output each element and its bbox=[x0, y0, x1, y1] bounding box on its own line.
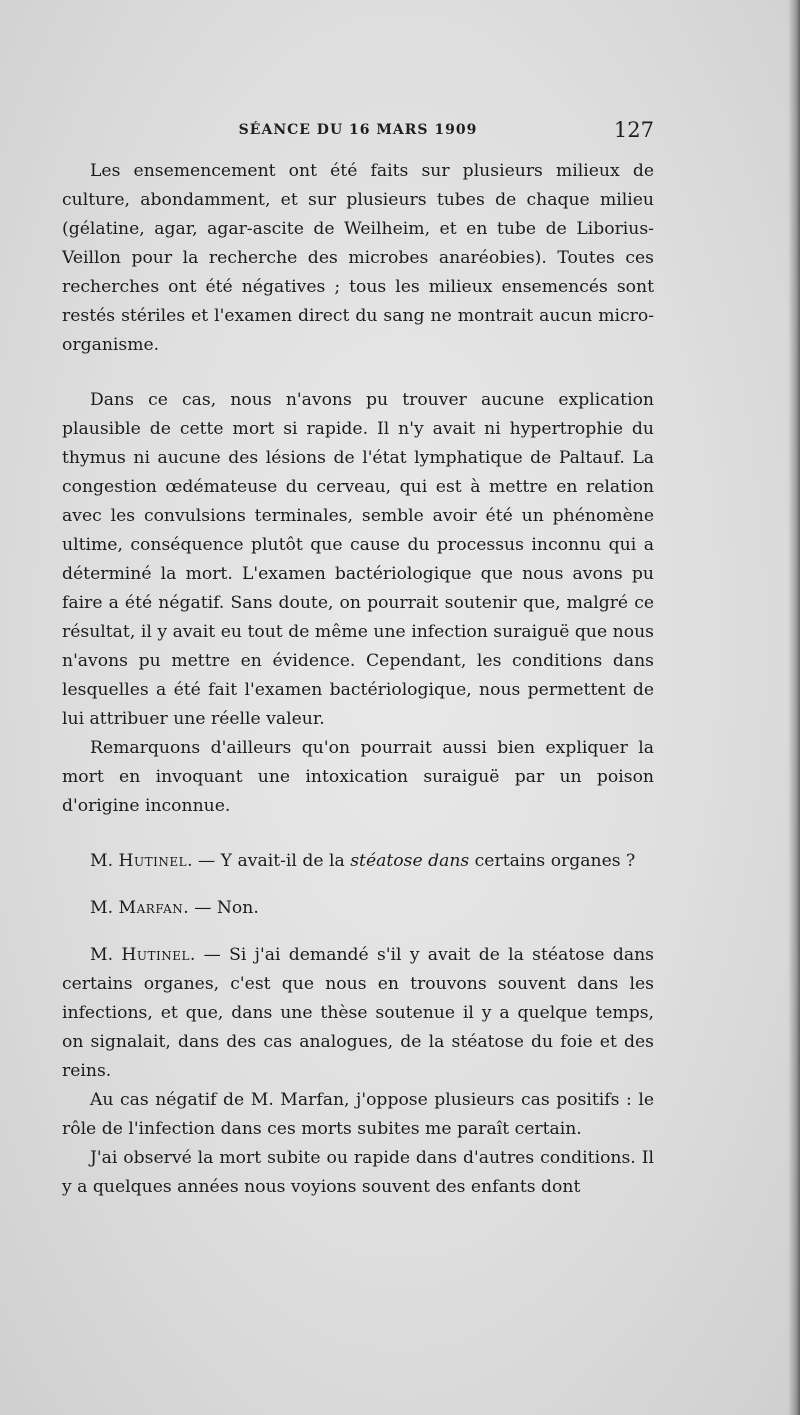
speaker-name: Hutinel bbox=[118, 851, 188, 871]
dialogue-text: . — Si j'ai demandé s'il y avait de la stéatose dans certains organes, c'est que nous en trouvons souvent dans les infections, et que, dans une thèse soutenue il y a quelque temps, on signalait, dans des cas analogues, de la stéatose du foie et des reins. bbox=[62, 945, 654, 1081]
paragraph-intoxication: Remarquons d'ailleurs qu'on pourrait aussi bien expliquer la mort en invoquant une intoxication suraiguë par un poison d'origine inconnue. bbox=[62, 738, 654, 816]
speaker-name: Hutinel bbox=[121, 945, 190, 965]
body-text bbox=[62, 157, 654, 1202]
dialogue-text: . — Non. bbox=[183, 898, 259, 918]
speaker-prefix: M. bbox=[90, 898, 119, 918]
dialogue-text-end: certains organes ? bbox=[469, 851, 636, 871]
speaker-prefix: M. bbox=[90, 945, 122, 965]
paragraph-cultures: Les ensemencement ont été faits sur plusieurs milieux de culture, abondamment, et sur plusieurs tubes de chaque milieu (gélatine, agar, agar-ascite de Weilheim, et en tube de Liborius-Veillon pour la recherche des microbes anaréobies). Toutes ces recherches ont été négatives ; tous les milieux ensemencés sont restés stériles et l'examen direct du sang ne montrait aucun micro-organisme. bbox=[62, 161, 654, 355]
dialogue-marfan-answer bbox=[62, 894, 654, 923]
italic-text: stéatose dans bbox=[350, 851, 470, 871]
dialogue-hutinel-explanation bbox=[62, 941, 654, 1086]
page-header bbox=[62, 118, 654, 148]
paragraph-other-conditions: J'ai observé la mort subite ou rapide dans d'autres conditions. Il y a quelques années nous voyions souvent des enfants dont bbox=[62, 1148, 654, 1197]
speaker-name: Marfan bbox=[118, 898, 184, 918]
paragraph-discussion: Dans ce cas, nous n'avons pu trouver aucune explication plausible de cette mort si rapide. Il n'y avait ni hypertrophie du thymus ni aucune des lésions de l'état lymphatique de Paltauf. La congestion œdémateuse du cerveau, qui est à mettre en relation avec les convulsions terminales, semble avoir été un phénomène ultime, conséquence plutôt que cause du processus inconnu qui a déterminé la mort. L'examen bactériologique que nous avons pu faire a été négatif. Sans doute, on pourrait soutenir que, malgré ce résultat, il y avait eu tout de même une infection suraiguë que nous n'avons pu mettre en évidence. Cependant, les conditions dans lesquelles a été fait l'examen bactériologique, nous permettent de lui attribuer une réelle valeur. bbox=[62, 390, 654, 729]
running-head: SÉANCE DU 16 MARS 1909 bbox=[238, 122, 478, 138]
dialogue-text: . — Y avait-il de la bbox=[187, 851, 351, 871]
paragraph-positive-cases: Au cas négatif de M. Marfan, j'oppose plusieurs cas positifs : le rôle de l'infection dans ces morts subites me paraît certain. bbox=[62, 1090, 654, 1139]
dialogue-hutinel-question bbox=[62, 847, 654, 876]
page-number: 127 bbox=[613, 118, 654, 142]
speaker-prefix: M. bbox=[90, 851, 119, 871]
